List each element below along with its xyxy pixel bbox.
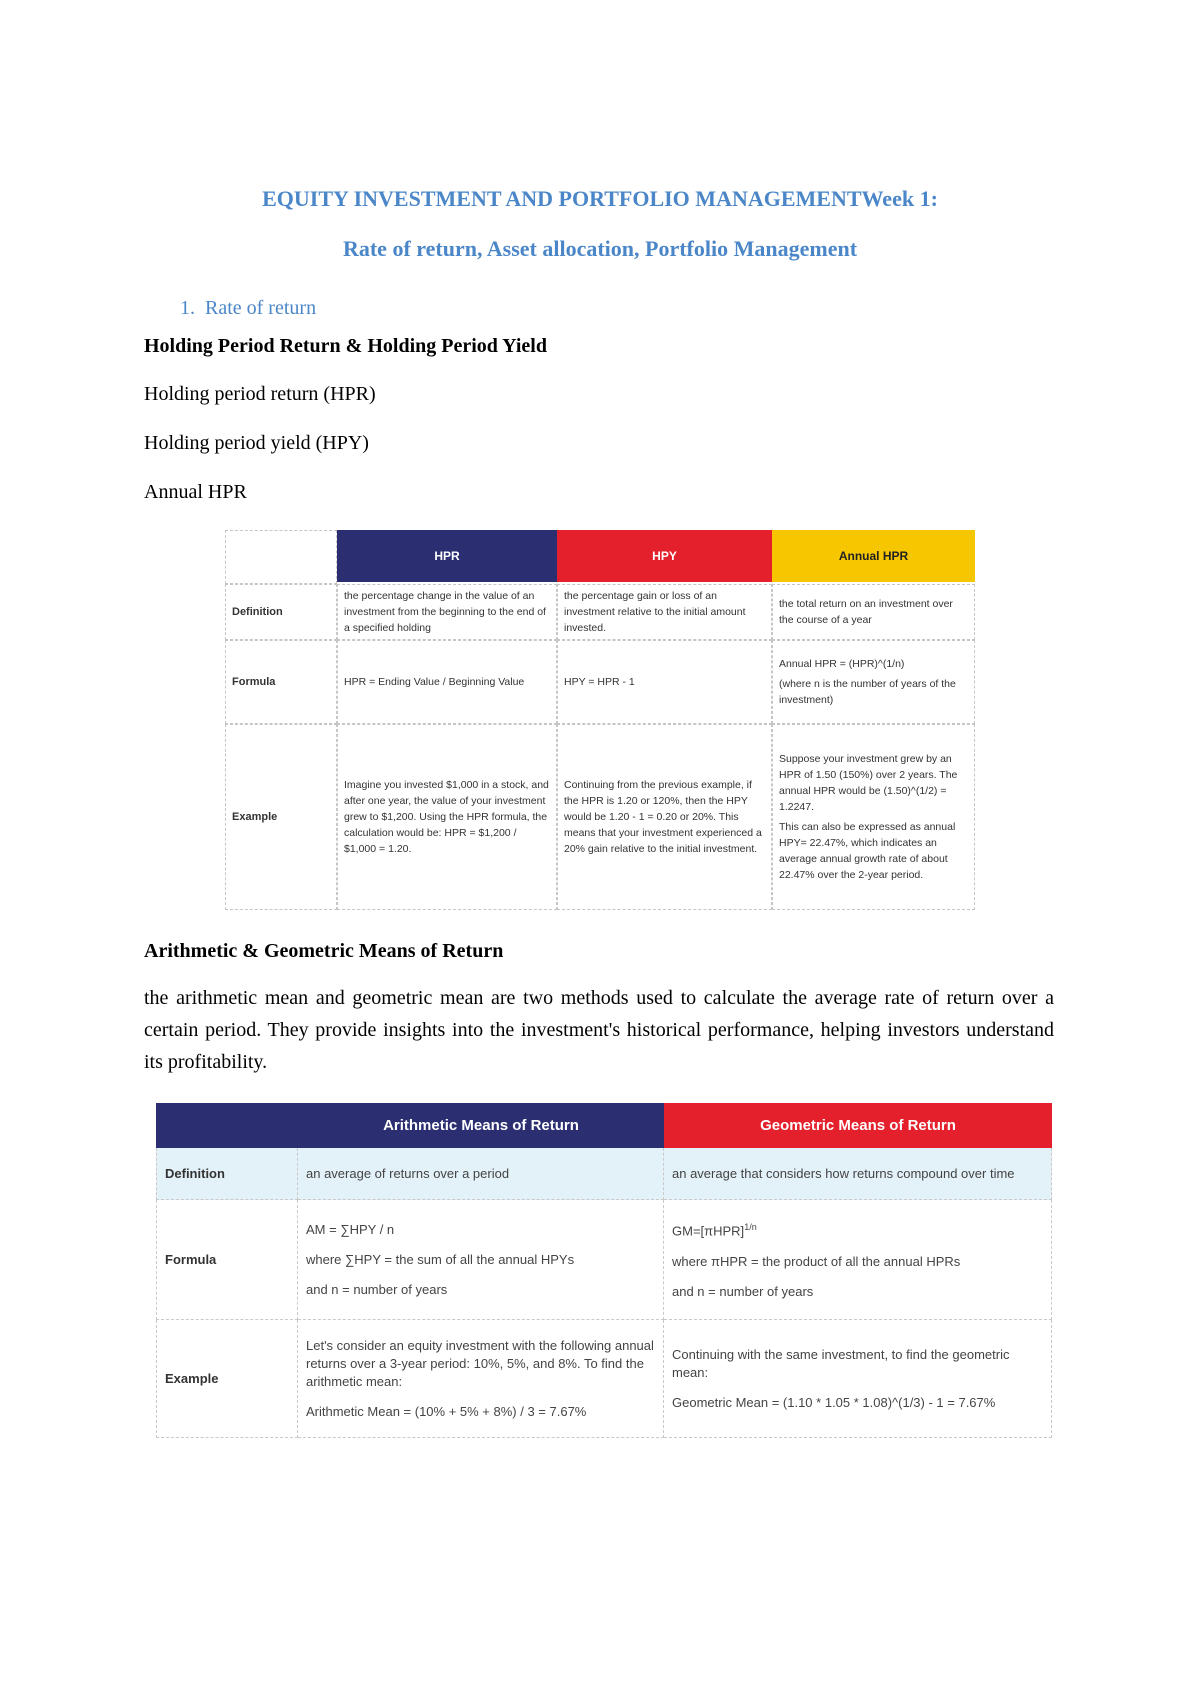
document-title: EQUITY INVESTMENT AND PORTFOLIO MANAGEMENTWeek 1: — [262, 186, 938, 211]
hpy-definition — [557, 584, 772, 640]
hpy-example — [557, 724, 772, 910]
geometric-formula-exponent: 1/n — [744, 1222, 757, 1233]
annual-hpr-item: Annual HPR — [144, 481, 247, 503]
header-arithmetic-mean: Arithmetic Means of Return — [298, 1103, 664, 1148]
means-paragraph: the arithmetic mean and geometric mean are two methods used to calculate the average rate of return over a certain period. They provide insights into the investment's historical performance, helping investors understand its profitability. — [144, 987, 1054, 1073]
arithmetic-example-text: Let's consider an equity investment with the following annual returns over a 3-year period: 10%, 5%, and 8%. To find the arithmetic mean: — [306, 1337, 654, 1389]
hpr-definition — [337, 584, 557, 640]
row-label-formula: Formula — [156, 1200, 298, 1320]
row-label-example: Example — [225, 724, 337, 910]
hpy-example-text: Continuing from the previous example, if the HPR is 1.20 or 120%, then the HPY would be 1.20 - 1 = 0.20 or 20%. This means that your investment experienced a 20% gain relative to the initial investment. — [564, 779, 762, 855]
table-corner-cell — [225, 530, 337, 584]
arithmetic-definition — [298, 1148, 664, 1200]
geometric-formula-main: GM=[πHPR] — [672, 1223, 745, 1239]
row-label-formula: Formula — [225, 640, 337, 724]
annual-hpr-definition-text: the total return on an investment over the course of a year — [779, 598, 953, 626]
hpy-definition-text: the percentage gain or loss of an investment relative to the initial amount invested. — [564, 590, 746, 634]
hpr-example-text: Imagine you invested $1,000 in a stock, and after one year, the value of your investment grew to $1,200. Using the HPR formula, the calculation would be: HPR = $1,200 / $1,000 = 1.20. — [344, 779, 549, 855]
section-title: Rate of return — [205, 297, 317, 319]
hpr-definition-text: the percentage change in the value of an investment from the beginning to the end of a specified holding — [344, 590, 546, 634]
header-hpy: HPY — [557, 530, 772, 582]
geometric-definition-text: an average that considers how returns compound over time — [672, 1165, 1015, 1181]
annual-hpr-formula-text: Annual HPR = (HPR)^(1/n) — [779, 658, 905, 670]
arithmetic-formula-text: AM = ∑HPY / n — [306, 1221, 395, 1237]
section-heading-rate-of-return — [180, 297, 316, 320]
geometric-formula — [664, 1200, 1052, 1320]
arithmetic-example — [298, 1320, 664, 1438]
geometric-example-text: Continuing with the same investment, to find the geometric mean: — [672, 1346, 1010, 1380]
hpy-formula-text: HPY = HPR - 1 — [564, 676, 635, 688]
row-label-example: Example — [156, 1320, 298, 1438]
hpy-formula — [557, 640, 772, 724]
header-annual-hpr: Annual HPR — [772, 530, 975, 582]
means-table — [156, 1103, 1052, 1438]
annual-hpr-example-note: This can also be expressed as annual HPY= 22.47%, which indicates an average annual growth rate of about 22.47% over the 2-year period. — [779, 821, 956, 881]
table-corner-cell — [156, 1103, 298, 1148]
hpr-formula — [337, 640, 557, 724]
header-hpr: HPR — [337, 530, 557, 582]
hpr-table — [225, 530, 975, 910]
arithmetic-example-result: Arithmetic Mean = (10% + 5% + 8%) / 3 = 7.67% — [306, 1403, 587, 1419]
annual-hpr-definition — [772, 584, 975, 640]
hpr-hpy-subheading: Holding Period Return & Holding Period Yield — [144, 335, 547, 357]
arithmetic-formula-where: where ∑HPY = the sum of all the annual HPYs — [306, 1251, 575, 1267]
annual-hpr-example-text: Suppose your investment grew by an HPR of 1.50 (150%) over 2 years. The annual HPR would be (1.50)^(1/2) = 1.2247. — [779, 753, 958, 813]
geometric-example-result: Geometric Mean = (1.10 * 1.05 * 1.08)^(1/3) - 1 = 7.67% — [672, 1394, 996, 1410]
geometric-formula-where: where πHPR = the product of all the annual HPRs — [672, 1253, 961, 1269]
annual-hpr-formula-note: (where n is the number of years of the investment) — [779, 678, 956, 706]
annual-hpr-example — [772, 724, 975, 910]
row-label-definition: Definition — [225, 584, 337, 640]
geometric-formula-n: and n = number of years — [672, 1283, 814, 1299]
hpr-item: Holding period return (HPR) — [144, 383, 376, 405]
hpr-formula-text: HPR = Ending Value / Beginning Value — [344, 676, 525, 688]
geometric-definition — [664, 1148, 1052, 1200]
means-subheading: Arithmetic & Geometric Means of Return — [144, 940, 504, 962]
row-label-definition: Definition — [156, 1148, 298, 1200]
document-subtitle: Rate of return, Asset allocation, Portfolio Management — [342, 236, 858, 261]
hpy-item: Holding period yield (HPY) — [144, 432, 369, 454]
annual-hpr-formula — [772, 640, 975, 724]
header-geometric-mean: Geometric Means of Return — [664, 1103, 1052, 1148]
arithmetic-formula-n: and n = number of years — [306, 1281, 448, 1297]
geometric-example — [664, 1320, 1052, 1438]
hpr-example — [337, 724, 557, 910]
arithmetic-formula — [298, 1200, 664, 1320]
section-number: 1. — [180, 297, 195, 319]
arithmetic-definition-text: an average of returns over a period — [306, 1165, 510, 1181]
geometric-formula-text — [672, 1218, 1043, 1240]
